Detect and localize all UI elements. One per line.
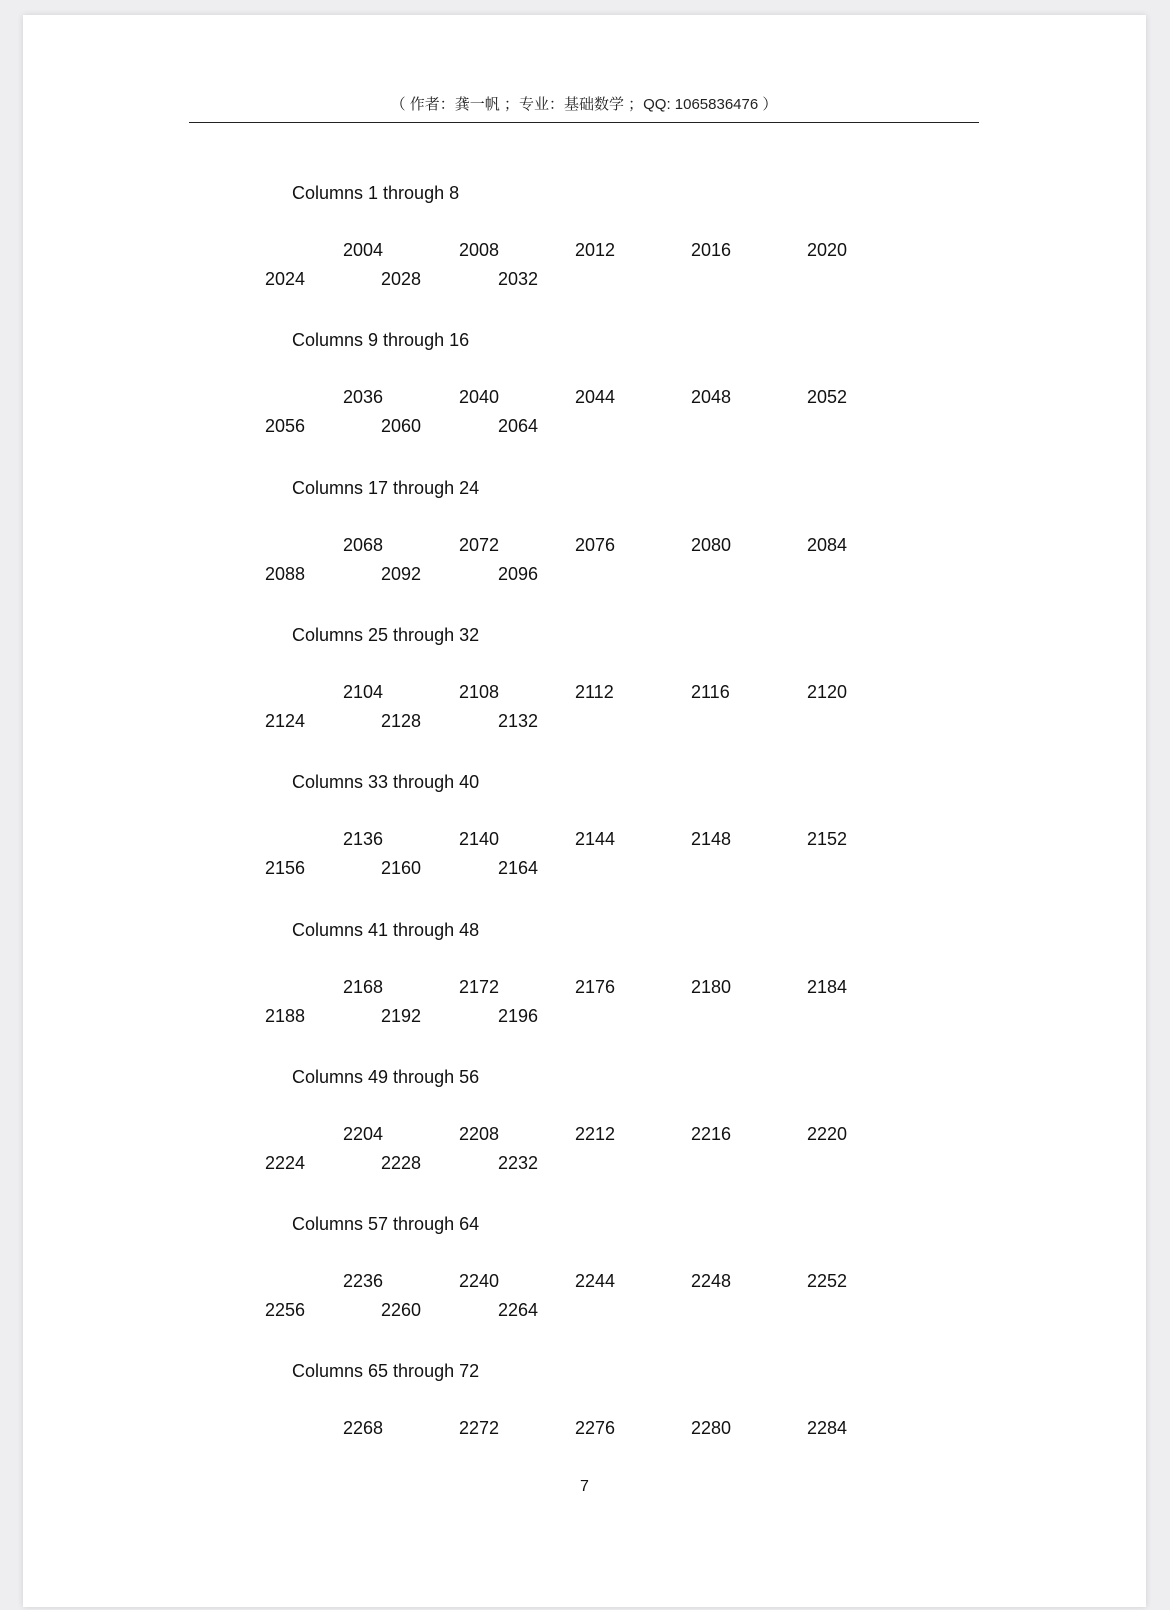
page-header: （ 作者：龚一帆 ；专业：基础数学 ；QQ: 1065836476 ） <box>189 95 979 123</box>
value-cell: 2072 <box>459 534 500 555</box>
value-cell: 2096 <box>498 563 539 584</box>
column-block <box>23 183 1146 330</box>
value-cell: 2020 <box>807 240 848 260</box>
value-cell: 2236 <box>343 1271 384 1292</box>
value-cell: 2144 <box>575 829 616 850</box>
value-cell: 2048 <box>691 387 732 408</box>
value-cell: 2088 <box>265 563 306 584</box>
value-cell: 2080 <box>691 534 732 555</box>
value-cell: 2248 <box>691 1271 732 1292</box>
value-cell: 2092 <box>381 563 422 584</box>
value-cell: 2168 <box>343 976 384 997</box>
value-cell: 2112 <box>575 681 614 702</box>
value-cell: 2084 <box>807 534 848 555</box>
value-cell: 2252 <box>807 1271 848 1292</box>
value-cell: 2176 <box>575 976 616 997</box>
value-cell: 2272 <box>459 1418 500 1439</box>
document-page <box>23 15 1146 1607</box>
value-cell: 2040 <box>459 387 500 408</box>
value-cell: 2224 <box>265 1152 306 1173</box>
columns-label: Columns 25 through 32 <box>292 624 480 645</box>
value-cell: 2172 <box>459 976 500 997</box>
value-cell: 2116 <box>691 681 730 702</box>
value-cell: 2120 <box>807 681 848 702</box>
columns-label: Columns 9 through 16 <box>292 330 470 351</box>
value-cell: 2244 <box>575 1271 616 1292</box>
value-cell: 2188 <box>265 1005 306 1026</box>
value-cell: 2204 <box>343 1123 384 1144</box>
value-cell: 2028 <box>381 269 422 289</box>
value-cell: 2104 <box>343 681 384 702</box>
value-cell: 2264 <box>498 1300 539 1321</box>
value-cell: 2208 <box>459 1123 500 1144</box>
value-cell: 2124 <box>265 710 306 731</box>
value-cell: 2156 <box>265 858 306 879</box>
columns-label: Columns 33 through 40 <box>292 772 480 793</box>
value-cell: 2076 <box>575 534 616 555</box>
value-cell: 2260 <box>381 1300 422 1321</box>
value-cell: 2216 <box>691 1123 732 1144</box>
value-cell: 2232 <box>498 1152 539 1173</box>
value-cell: 2052 <box>807 387 848 408</box>
value-cell: 2036 <box>343 387 384 408</box>
value-cell: 2192 <box>381 1005 422 1026</box>
value-cell: 2016 <box>691 240 732 260</box>
value-cell: 2140 <box>459 829 500 850</box>
value-cell: 2044 <box>575 387 616 408</box>
value-cell: 2256 <box>265 1300 306 1321</box>
column-block <box>23 1067 1146 1214</box>
columns-label: Columns 1 through 8 <box>292 183 460 203</box>
value-cell: 2056 <box>265 416 306 437</box>
value-cell: 2240 <box>459 1271 500 1292</box>
value-cell: 2280 <box>691 1418 732 1439</box>
value-cell: 2132 <box>498 710 539 731</box>
columns-label: Columns 65 through 72 <box>292 1361 480 1382</box>
value-cell: 2184 <box>807 976 848 997</box>
column-block <box>23 625 1146 772</box>
columns-label: Columns 41 through 48 <box>292 919 480 940</box>
column-block <box>23 478 1146 625</box>
value-cell: 2024 <box>265 269 306 289</box>
value-cell: 2196 <box>498 1005 539 1026</box>
value-cell: 2128 <box>381 710 422 731</box>
value-cell: 2032 <box>498 269 539 289</box>
value-cell: 2268 <box>343 1418 384 1439</box>
value-cell: 2228 <box>381 1152 422 1173</box>
value-cell: 2012 <box>575 240 616 260</box>
column-block <box>23 920 1146 1067</box>
columns-label: Columns 17 through 24 <box>292 477 480 498</box>
value-cell: 2004 <box>343 240 384 260</box>
value-cell: 2008 <box>459 240 500 260</box>
value-cell: 2060 <box>381 416 422 437</box>
value-cell: 2152 <box>807 829 848 850</box>
columns-label: Columns 57 through 64 <box>292 1214 480 1235</box>
value-cell: 2180 <box>691 976 732 997</box>
value-cell: 2136 <box>343 829 384 850</box>
value-cell: 2064 <box>498 416 539 437</box>
value-cell: 2212 <box>575 1123 616 1144</box>
column-block <box>23 772 1146 919</box>
page-number: 7 <box>580 1478 589 1495</box>
page-content <box>23 15 1146 1607</box>
value-cell: 2148 <box>691 829 732 850</box>
value-cell: 2068 <box>343 534 384 555</box>
value-cell: 2160 <box>381 858 422 879</box>
column-block <box>23 1214 1146 1361</box>
value-cell: 2108 <box>459 681 500 702</box>
value-cell: 2276 <box>575 1418 616 1439</box>
column-block <box>23 330 1146 477</box>
value-cell: 2164 <box>498 858 539 879</box>
value-cell: 2284 <box>807 1418 848 1439</box>
columns-label: Columns 49 through 56 <box>292 1066 480 1087</box>
value-cell: 2220 <box>807 1123 848 1144</box>
